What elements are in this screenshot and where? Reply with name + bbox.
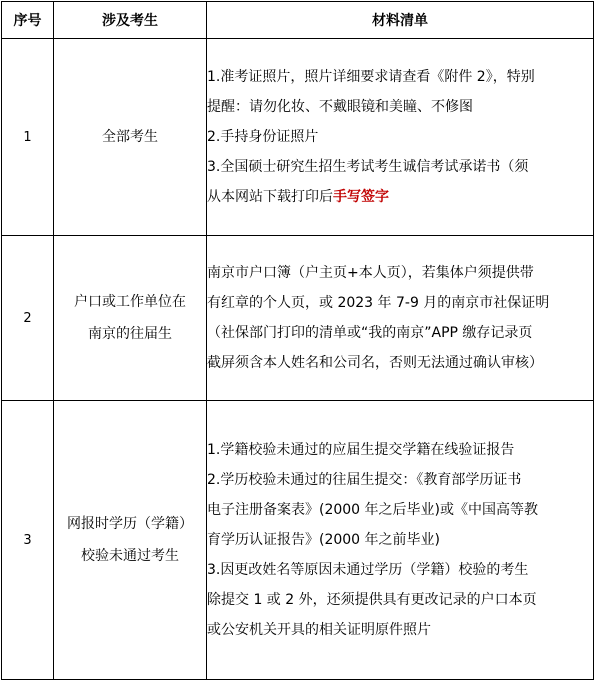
materials-line: 截屏须含本人姓名和公司名，否则无法通过确认审核） bbox=[207, 355, 543, 371]
candidates-cell bbox=[54, 39, 207, 236]
candidates-cell bbox=[54, 401, 207, 680]
candidates-line: 校验未通过考生 bbox=[81, 548, 179, 564]
table-row bbox=[2, 401, 594, 680]
handwritten-signature-emphasis: 手写签字 bbox=[333, 189, 389, 205]
materials-cell bbox=[207, 401, 594, 680]
header-row bbox=[2, 2, 594, 39]
table-row bbox=[2, 39, 594, 236]
candidates-line: 南京的往届生 bbox=[88, 326, 172, 342]
candidates-line: 全部考生 bbox=[102, 129, 158, 145]
materials-line: 或公安机关开具的相关证明原件照片 bbox=[207, 622, 431, 638]
materials-line-text: 从本网站下载打印后 bbox=[207, 189, 333, 205]
row-number: 1 bbox=[2, 39, 54, 236]
materials-line: 有红章的个人页，或 2023 年 7-9 月的南京市社保证明 bbox=[207, 295, 550, 311]
candidates-line: 户口或工作单位在 bbox=[74, 294, 186, 310]
materials-line: 1.准考证照片，照片详细要求请查看《附件 2》，特别 bbox=[207, 69, 535, 85]
header-materials: 材料清单 bbox=[207, 2, 594, 39]
header-candidates: 涉及考生 bbox=[54, 2, 207, 39]
materials-line: 1.学籍校验未通过的应届生提交学籍在线验证报告 bbox=[207, 442, 515, 458]
materials-line: 提醒：请勿化妆、不戴眼镜和美瞳、不修图 bbox=[207, 99, 473, 115]
row-number: 2 bbox=[2, 236, 54, 401]
candidates-cell bbox=[54, 236, 207, 401]
materials-line: 2.学历校验未通过的往届生提交：《教育部学历证书 bbox=[207, 472, 522, 488]
materials-line: （社保部门打印的清单或“我的南京”APP 缴存记录页 bbox=[207, 325, 533, 341]
materials-line: 2.手持身份证照片 bbox=[207, 129, 319, 145]
candidates-line: 网报时学历（学籍） bbox=[67, 516, 193, 532]
materials-line: 电子注册备案表》(2000 年之后毕业)或《中国高等教 bbox=[207, 502, 539, 518]
materials-line bbox=[207, 182, 593, 212]
materials-table bbox=[1, 1, 594, 680]
materials-line: 育学历认证报告》(2000 年之前毕业) bbox=[207, 532, 441, 548]
materials-cell bbox=[207, 39, 594, 236]
materials-line: 除提交 1 或 2 外，还须提供具有更改记录的户口本页 bbox=[207, 592, 537, 608]
header-no: 序号 bbox=[2, 2, 54, 39]
materials-line: 南京市户口簿（户主页+本人页），若集体户须提供带 bbox=[207, 265, 534, 281]
materials-line: 3.因更改姓名等原因未通过学历（学籍）校验的考生 bbox=[207, 562, 529, 578]
table-row bbox=[2, 236, 594, 401]
materials-line: 3.全国硕士研究生招生考试考生诚信考试承诺书（须 bbox=[207, 159, 529, 175]
materials-cell bbox=[207, 236, 594, 401]
row-number: 3 bbox=[2, 401, 54, 680]
